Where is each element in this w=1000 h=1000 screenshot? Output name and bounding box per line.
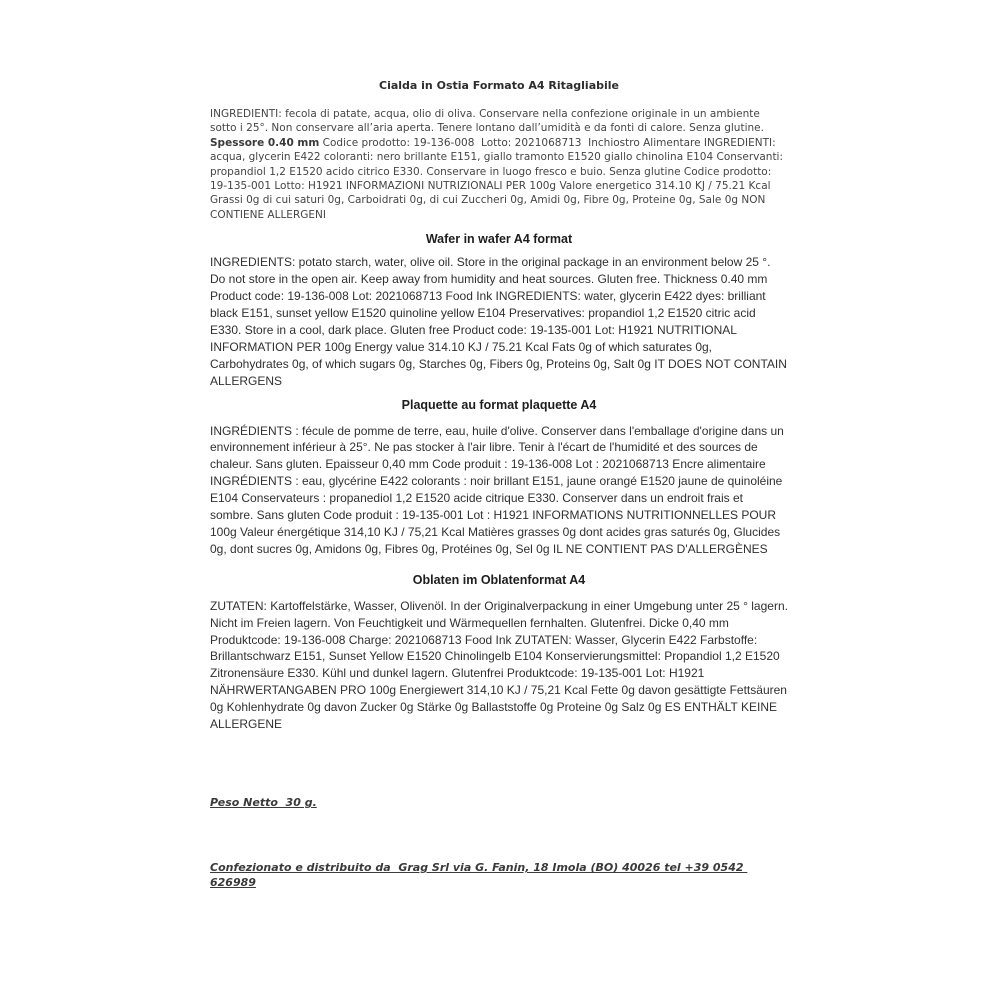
- italian-text-after: Codice prodotto: 19-136-008 Lotto: 2021068713 Inchiostro Alimentare INGREDIENTI: acqua, glycerin E422 coloranti: nero brillante E151, giallo tramonto E1520 giallo chinolina E104 Conservanti: propandiol 1,2 E1520 acido citrico E330. Conservare in luogo fresco e buio. Senza glutine Codice prodotto: 19-135-001 Lotto: H1921 INFORMAZIONI NUTRIZIONALI PER 100g Valore energetico 314.10 KJ / 75.21 Kcal Grassi 0g di cui saturi 0g, Carboidrati 0g, di cui Zuccheri 0g, Amidi 0g, Fibre 0g, Proteine 0g, Sale 0g NON CONTIENE ALLERGENI: [210, 136, 787, 221]
- content-column: [210, 78, 792, 890]
- paragraph-french: INGRÉDIENTS : fécule de pomme de terre, eau, huile d'olive. Conserver dans l'emballage d'origine dans un environnement inférieur à 25°. Ne pas stocker à l'air libre. Tenir à l'écart de l'humidité et des sources de chaleur. Sans gluten. Epaisseur 0,40 mm Code produit : 19-136-008 Lot : 2021068713 Encre alimentaire INGRÉDIENTS : eau, glycérine E422 colorants : noir brillant E151, jaune orangé E1520 jaune de quinoléine E104 Conservateurs : propanediol 1,2 E1520 acide citrique E330. Conserver dans un endroit frais et sombre. Sans gluten Code produit : 19-135-001 Lot : H1921 INFORMATIONS NUTRITIONNELLES POUR 100g Valeur énergétique 314,10 KJ / 75,21 Kcal Matières grasses 0g dont acides gras saturés 0g, Glucides 0g, dont sucres 0g, Amidons 0g, Fibres 0g, Protéines 0g, Sel 0g IL NE CONTIENT PAS D'ALLERGÈNES: [210, 423, 788, 556]
- title-italian: Cialda in Ostia Formato A4 Ritagliabile: [379, 79, 619, 92]
- distributor-line: Confezionato e distribuito da Grag Srl via G. Fanin, 18 Imola (BO) 40026 tel +39 0542 626989: [210, 861, 748, 889]
- paragraph-german: ZUTATEN: Kartoffelstärke, Wasser, Olivenöl. In der Originalverpackung in einer Umgebung unter 25 ° lagern. Nicht im Freien lagern. Von Feuchtigkeit und Wärmequellen fernhalten. Glutenfrei. Dicke 0,40 mm Produktcode: 19-136-008 Charge: 2021068713 Food Ink ZUTATEN: Wasser, Glycerin E422 Farbstoffe: Brillantschwarz E151, Sunset Yellow E1520 Chinolingelb E104 Konservierungsmittel: Propandiol 1,2 E1520 Zitronensäure E330. Kühl und dunkel lagern. Glutenfrei Produktcode: 19-135-001 Lot: H1921 NÄHRWERTANGABEN PRO 100g Energiewert 314,10 KJ / 75,21 Kcal Fette 0g davon gesättigte Fettsäuren 0g Kohlenhydrate 0g davon Zucker 0g Stärke 0g Ballaststoffe 0g Proteine 0g Salz 0g ES ENTHÄLT KEINE ALLERGENE: [210, 598, 792, 732]
- net-weight-line: Peso Netto 30 g.: [210, 796, 317, 809]
- paragraph-italian: [210, 107, 788, 222]
- heading-french: Plaquette au format plaquette A4: [401, 397, 597, 412]
- paragraph-english: INGREDIENTS: potato starch, water, olive oil. Store in the original package in an environment below 25 °. Do not store in the open air. Keep away from humidity and heat sources. Gluten free. Thickness 0.40 mm Product code: 19-136-008 Lot: 2021068713 Food Ink INGREDIENTS: water, glycerin E422 dyes: brilliant black E151, sunset yellow E1520 quinoline yellow E104 Preservatives: propandiol 1,2 E1520 citric acid E330. Store in a cool, dark place. Gluten free Product code: 19-135-001 Lot: H1921 NUTRITIONAL INFORMATION PER 100g Energy value 314.10 KJ / 75.21 Kcal Fats 0g of which saturates 0g, Carbohydrates 0g, of which sugars 0g, Starches 0g, Fibers 0g, Proteins 0g, Salt 0g IT DOES NOT CONTAIN ALLERGENS: [210, 255, 790, 388]
- heading-german: Oblaten im Oblatenformat A4: [412, 572, 586, 587]
- italian-text-before: INGREDIENTI: fecola di patate, acqua, olio di oliva. Conservare nella confezione originale in un ambiente sotto i 25°. Non conservare all’aria aperta. Tenere lontano dall’umidità e da fonti di calore. Senza glutine.: [210, 108, 768, 135]
- italian-thickness-bold-text: Spessore 0.40 mm: [210, 136, 320, 149]
- heading-english: Wafer in wafer A4 format: [425, 232, 573, 247]
